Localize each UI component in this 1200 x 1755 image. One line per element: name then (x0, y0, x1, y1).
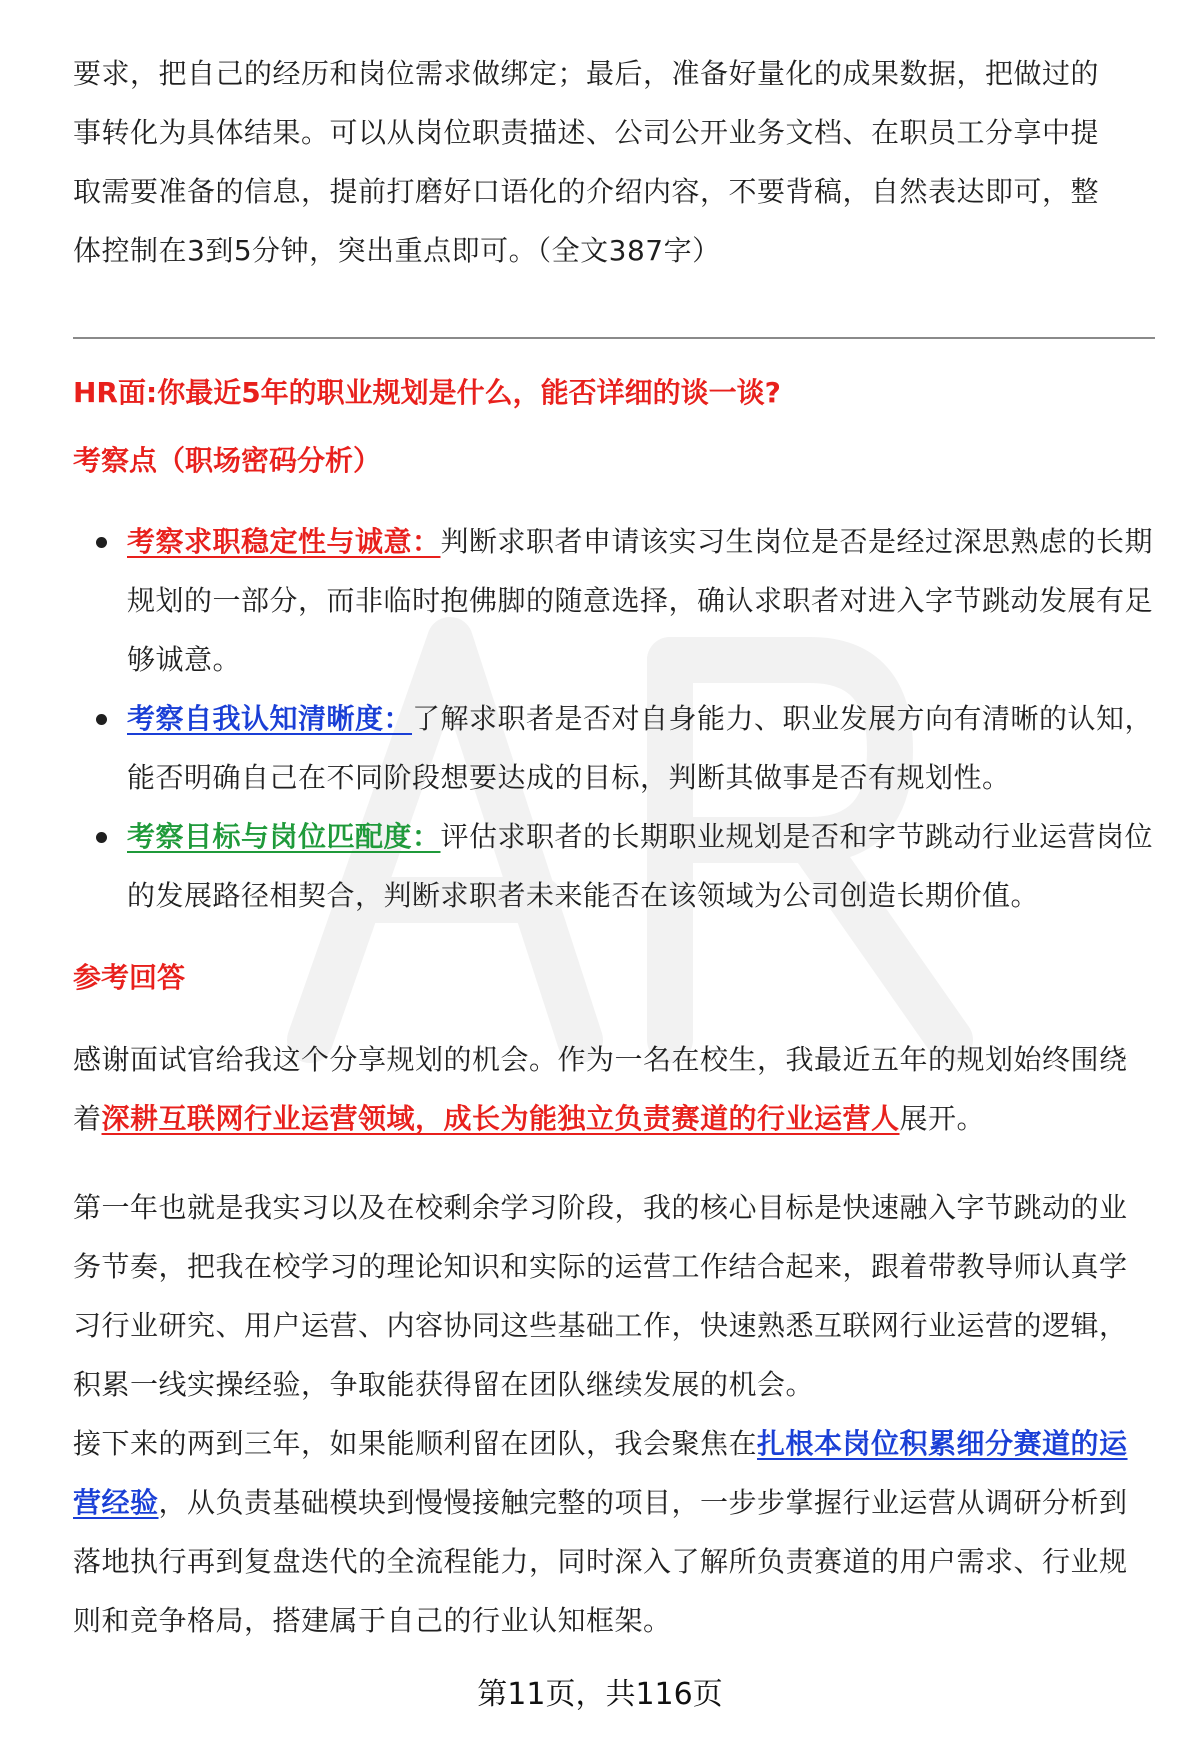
bullet-dot-icon (96, 537, 107, 548)
answer-paragraph-1 (73, 1030, 1153, 1148)
exam-point-item (96, 512, 1156, 689)
exam-point-label: 考察求职稳定性与诚意： (127, 525, 441, 558)
answer-highlight: 扎根本岗位积累细分赛道的运营经验 (73, 1427, 1128, 1519)
bullet-dot-icon (96, 832, 107, 843)
intro-line: 事转化为具体结果。可以从岗位职责描述、公司公开业务文档、在职员工分享中提 (73, 116, 1100, 149)
answer-text: 展开。 (899, 1102, 986, 1135)
intro-line: 要求，把自己的经历和岗位需求做绑定；最后，准备好量化的成果数据，把做过的 (73, 57, 1100, 90)
intro-line: 体控制在3到5分钟，突出重点即可。（全文387字） (73, 234, 721, 267)
reference-answer-heading: 参考回答 (73, 961, 186, 994)
exam-point-label: 考察目标与岗位匹配度： (127, 820, 441, 853)
page-number: 第11页，共116页 (477, 1677, 723, 1712)
exam-point-text: 判断求职者申请该实习生岗位是否是经过深思熟虑的长期规划的一部分，而非临时抱佛脚的随意选择，确认求职者对进入字节跳动发展有足够诚意。 (127, 525, 1154, 676)
bullet-dot-icon (96, 714, 107, 725)
intro-line: 取需要准备的信息，提前打磨好口语化的介绍内容，不要背稿，自然表达即可，整 (73, 175, 1100, 208)
intro-paragraph (73, 44, 1153, 280)
exam-point-item (96, 689, 1156, 807)
answer-paragraph-2: 第一年也就是我实习以及在校剩余学习阶段，我的核心目标是快速融入字节跳动的业务节奏，把我在校学习的理论知识和实际的运营工作结合起来，跟着带教导师认真学习行业研究、用户运营、内容协同这些基础工作，快速熟悉互联网行业运营的逻辑，积累一线实操经验，争取能获得留在团队继续发展的机会。 (73, 1191, 1128, 1401)
answer-highlight: 深耕互联网行业运营领域，成长为能独立负责赛道的行业运营人 (101, 1102, 900, 1135)
exam-point-text: 了解求职者是否对自身能力、职业发展方向有清晰的认知，能否明确自己在不同阶段想要达成的目标，判断其做事是否有规划性。 (127, 702, 1154, 794)
exam-points-heading: 考察点（职场密码分析） (73, 444, 382, 477)
answer-text: ，从负责基础模块到慢慢接触完整的项目，一步步掌握行业运营从调研分析到落地执行再到复盘迭代的全流程能力，同时深入了解所负责赛道的用户需求、行业规则和竞争格局，搭建属于自己的行业认知框架。 (73, 1486, 1128, 1637)
answer-paragraph-3 (73, 1414, 1153, 1650)
answer-text: 接下来的两到三年，如果能顺利留在团队，我会聚焦在 (73, 1427, 758, 1460)
section-divider (73, 337, 1155, 339)
exam-points-list (96, 512, 1156, 925)
exam-point-text: 评估求职者的长期职业规划是否和字节跳动行业运营岗位的发展路径相契合，判断求职者未来能否在该领域为公司创造长期价值。 (127, 820, 1154, 912)
exam-point-item (96, 807, 1156, 925)
question-title: HR面:你最近5年的职业规划是什么，能否详细的谈一谈? (73, 376, 781, 409)
exam-point-label: 考察自我认知清晰度： (127, 702, 413, 735)
answer-text: 感谢面试官给我这个分享规划的机会。作为一名在校生，我最近五年的规划始终围绕着 (73, 1043, 1128, 1135)
